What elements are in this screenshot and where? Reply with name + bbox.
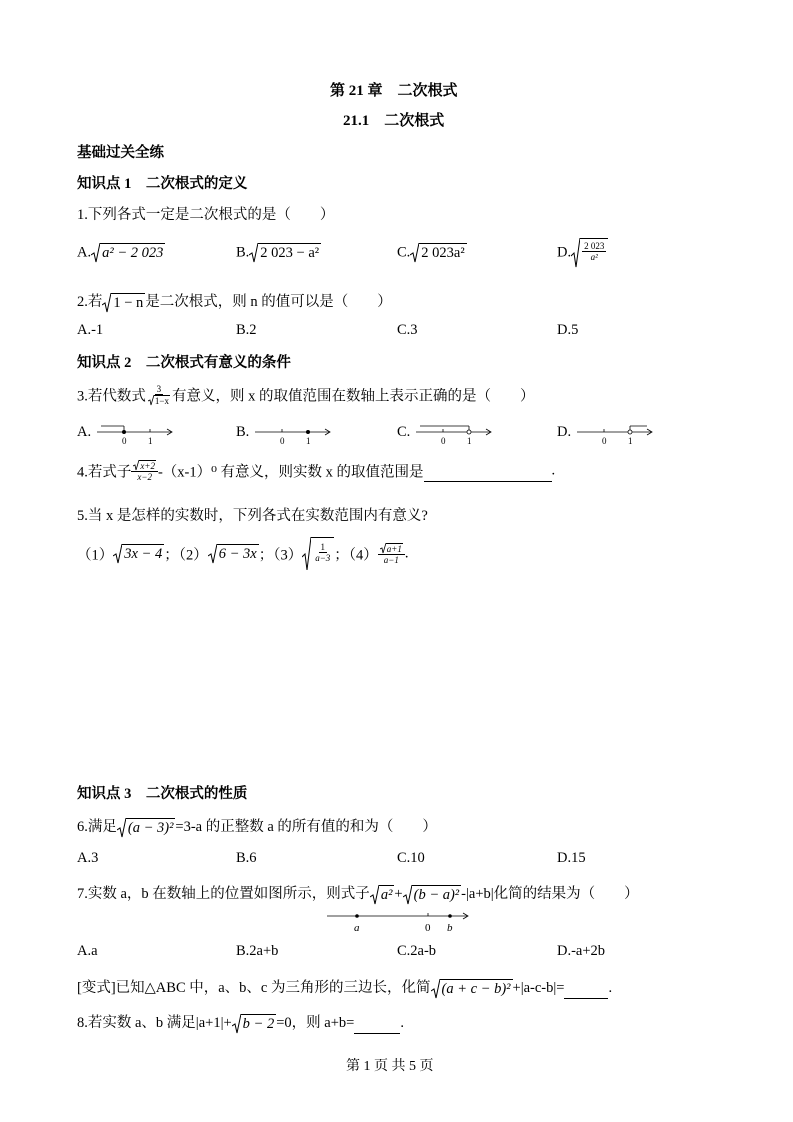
q3-option-c: C. 0 1: [397, 424, 494, 446]
q2-option-c: C.3: [397, 322, 418, 338]
q5-stem: 5.当 x 是怎样的实数时，下列各式在实数范围内有意义?: [77, 508, 428, 524]
q3-option-a: A. 0 1: [77, 424, 175, 446]
number-line-a: [95, 424, 175, 446]
svg-text:1: 1: [466, 436, 472, 446]
number-line-d: [575, 424, 655, 446]
q1-stem: 1.下列各式一定是二次根式的是（ ）: [77, 207, 335, 223]
q7-option-a: A.a: [77, 943, 98, 959]
q1-option-b: B. 2 023 − a²: [236, 244, 320, 261]
svg-text:0: 0: [601, 436, 607, 446]
number-line-c: [414, 424, 494, 446]
svg-text:1: 1: [627, 436, 633, 446]
kp2-title: 知识点 2 二次根式有意义的条件: [77, 355, 291, 371]
q3-option-b: B. 0 1: [236, 424, 333, 446]
q2-option-a: A.-1: [77, 322, 104, 338]
q7-option-c: C.2a-b: [397, 943, 437, 959]
svg-text:0: 0: [279, 436, 285, 446]
q6-option-c: C.10: [397, 850, 425, 866]
q4-stem: 4.若式子 $\frac{x+2}{x-2}$ -（x-1）⁰ 有意义，则实数 x 的取值范围是 .: [77, 461, 556, 482]
q4-answer-blank[interactable]: [424, 463, 552, 482]
q3-option-d: D. 0 1: [557, 424, 655, 446]
q2-option-b: B.2: [236, 322, 257, 338]
svg-text:0: 0: [440, 436, 446, 446]
q8-stem: 8.若实数 a、b 满足|a+1|+ b − 2 =0，则 a+b= .: [77, 1015, 404, 1032]
section-title: 21.1 二次根式: [343, 113, 445, 129]
svg-text:0: 0: [121, 436, 127, 446]
chapter-title: 第 21 章 二次根式: [330, 83, 458, 99]
q2-option-d: D.5: [557, 322, 579, 338]
q6-option-b: B.6: [236, 850, 257, 866]
q6-stem: 6.满足 (a − 3)² =3-a 的正整数 a 的所有值的和为（ ）: [77, 819, 437, 836]
q6-option-a: A.3: [77, 850, 99, 866]
q3-stem: 3.若代数式 $\frac{3}{1-x}$ 有意义，则 x 的取值范围在数轴上表示正确的是（ ）: [77, 384, 535, 406]
kp3-title: 知识点 3 二次根式的性质: [77, 786, 248, 802]
q7-option-d: D.-a+2b: [557, 943, 606, 959]
svg-text:1: 1: [147, 436, 153, 446]
kp1-title: 知识点 1 二次根式的定义: [77, 176, 248, 192]
q6-option-d: D.15: [557, 850, 586, 866]
svg-text:a: a: [354, 922, 360, 934]
svg-text:0: 0: [425, 922, 431, 934]
number-line-b: [253, 424, 333, 446]
q8-answer-blank[interactable]: [354, 1017, 400, 1034]
svg-text:b: b: [447, 922, 453, 934]
q1-option-c: C. 2 023a²: [397, 244, 465, 261]
page-footer: 第 1 页 共 5 页: [346, 1059, 434, 1074]
q1-option-d: D. $\frac{2 023}{\text{a²}}$: [557, 238, 608, 268]
q7-stem: 7.实数 a，b 在数轴上的位置如图所示，则式子 a² + (b − a)² -|a+b|化简的结果为（ ）: [77, 886, 639, 903]
practice-title: 基础过关全练: [77, 145, 164, 161]
variant-stem: [变式]已知△ABC 中，a、b、c 为三角形的三边长，化简 (a + c − b)² +|a-c-b|= .: [77, 980, 613, 997]
q2-stem: 2.若 1 − n 是二次根式，则 n 的值可以是（ ）: [77, 294, 392, 311]
q5-parts: （1） 3x − 4 ；（2） 6 − 3x ；（3） $\frac{1}{a-3}$ ；（4） $\frac{a+1}{a-1}$ .: [77, 537, 409, 571]
q7-option-b: B.2a+b: [236, 943, 279, 959]
variant-answer-blank[interactable]: [564, 982, 608, 999]
q7-number-line: [325, 910, 475, 936]
svg-text:1: 1: [305, 436, 311, 446]
q1-option-a: A. a² − 2 023: [77, 244, 164, 261]
